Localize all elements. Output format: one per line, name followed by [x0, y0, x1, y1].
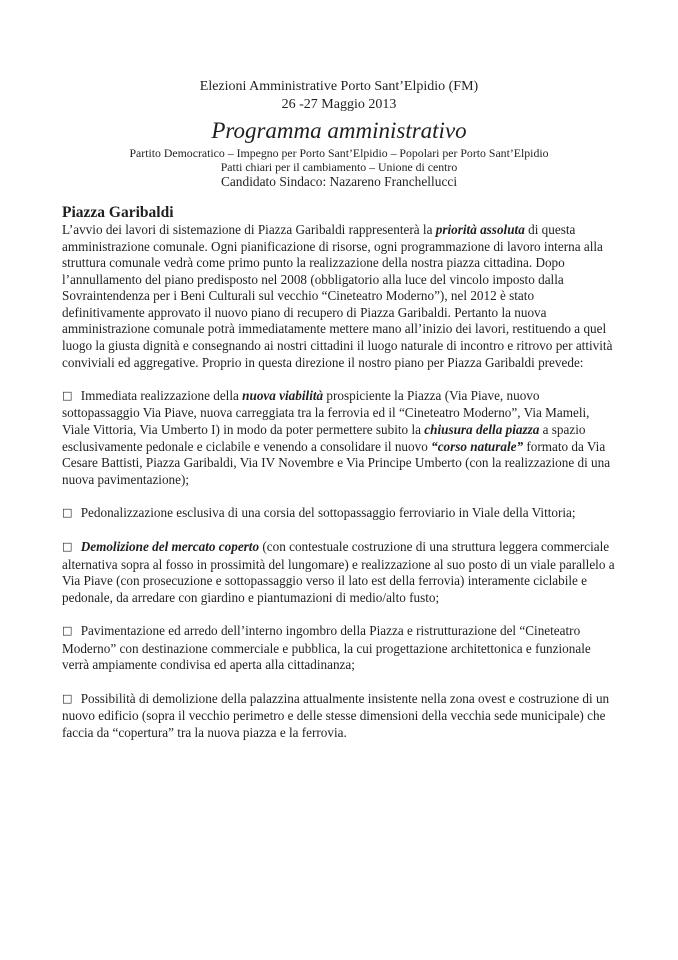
- bullet-text: [62, 539, 615, 605]
- checkbox-bullet-icon: □: [62, 388, 73, 402]
- checkbox-bullet-icon: □: [62, 506, 73, 519]
- bullet-item: [62, 623, 616, 674]
- document-title: Programma amministrativo: [211, 118, 467, 143]
- coalition-parties-line-2: Patti chiari per il cambiamento – Unione di centro: [220, 160, 458, 175]
- emphasized-text-segment: chiusura della piazza: [424, 422, 540, 438]
- text-segment: prospiciente la Piazza (Via Piave, nuovo sottopassaggio Via Piave, nuova carreggiata tra la ferrovia ed il “Cineteatro Moderno”, Via Mameli, Viale Vittoria, Via Umberto I) in modo da poter permettere subito la: [62, 387, 590, 438]
- emphasized-text-segment: “corso naturale”: [431, 438, 524, 454]
- election-date-line: 26 -27 Maggio 2013: [281, 97, 397, 112]
- text-segment: a spazio esclusivamente pedonale e ciclabile e venendo a consolidare il nuovo: [62, 422, 586, 454]
- bullet-item: [62, 691, 616, 742]
- text-segment: L’avvio dei lavori di sistemazione di Piazza Garibaldi rappresenterà la: [62, 221, 436, 237]
- bullet-text: [62, 691, 609, 740]
- text-segment: Immediata realizzazione della: [80, 387, 243, 403]
- emphasized-text-segment: nuova viabilità: [242, 387, 324, 403]
- checkbox-bullet-icon: □: [62, 540, 73, 554]
- text-segment: (con contestuale costruzione di una struttura leggera commerciale alternativa sopra al fosso in prossimità del lungomare) e realizzazione al suo posto di un viale parallelo a Via Piave (con prosecuzione e sottopassaggio verso il lato est della ferrovia) interamente ciclabile e pedonale, da arredare con giardino e piantumazioni di medio/alto fusto;: [62, 539, 615, 605]
- text-segment: Pavimentazione ed arredo dell’interno ingombro della Piazza e ristrutturazione del “Cineteatro Moderno” con destinazione commerciale e pubblica, la cui progettazione architettonica e funzionale verrà ampiamente condivisa ed aperta alla cittadinanza;: [62, 623, 591, 673]
- section-heading: Piazza Garibaldi: [62, 203, 174, 221]
- election-title-line: Elezioni Amministrative Porto Sant’Elpidio (FM): [199, 79, 479, 94]
- intro-paragraph: [62, 222, 616, 371]
- bullet-text: [62, 623, 591, 672]
- text-segment: di questa amministrazione comunale. Ogni pianificazione di risorse, ogni programmazione di lavoro interna alla struttura comunale vedrà come primo punto la realizzazione della nostra piazza cittadina. Dopo l’annullamento del piano predisposto nel 2008 (obbligatorio alla luce del vincolo imposto dalla Sovraintendenza per i Beni Culturali sul vecchio “Cineteatro Moderno”), nel 2012 è stato definitivamente approvato il nuovo piano di recupero di Piazza Garibaldi. Pertanto la nuova amministrazione comunale potrà immediatamente mettere mano all’inizio dei lavori, restituendo a quel luogo la giusta dignità e consegnando ai nostri cittadini il luogo naturale di incontro e ritrovo per attività conviviali ed aggregative. Proprio in questa direzione il nostro piano per Piazza Garibaldi prevede:: [62, 221, 613, 370]
- bullet-item: [62, 539, 616, 606]
- mayor-candidate-line: Candidato Sindaco: Nazareno Franchellucci: [220, 174, 458, 190]
- bullet-item: [62, 388, 616, 489]
- bullet-text: [62, 388, 610, 487]
- text-segment: formato da Via Cesare Battisti, Piazza Garibaldi, Via IV Novembre e Via Principe Umberto (con la realizzazione di una nuova pavimentazione);: [62, 438, 611, 487]
- coalition-parties-line-1: Partito Democratico – Impegno per Porto Sant’Elpidio – Popolari per Porto Sant’Elpidio: [129, 146, 549, 160]
- checkbox-bullet-icon: □: [62, 691, 73, 705]
- document-header: [62, 78, 616, 191]
- checkbox-bullet-icon: □: [62, 624, 73, 638]
- emphasized-text-segment: priorità assoluta: [435, 221, 525, 237]
- bullet-list: [62, 388, 616, 741]
- text-segment: Pedonalizzazione esclusiva di una corsia del sottopassaggio ferroviario in Viale della Vittoria;: [80, 505, 576, 520]
- text-segment: Possibilità di demolizione della palazzina attualmente insistente nella zona ovest e costruzione di un nuovo edificio (sopra il vecchio perimetro e delle stesse dimensioni della vecchia sede municipale) che faccia da “copertura” tra la nuova piazza e la ferrovia.: [62, 690, 610, 740]
- emphasized-text-segment: Demolizione del mercato coperto: [80, 539, 260, 555]
- bullet-text: [81, 505, 576, 520]
- bullet-item: [62, 505, 616, 523]
